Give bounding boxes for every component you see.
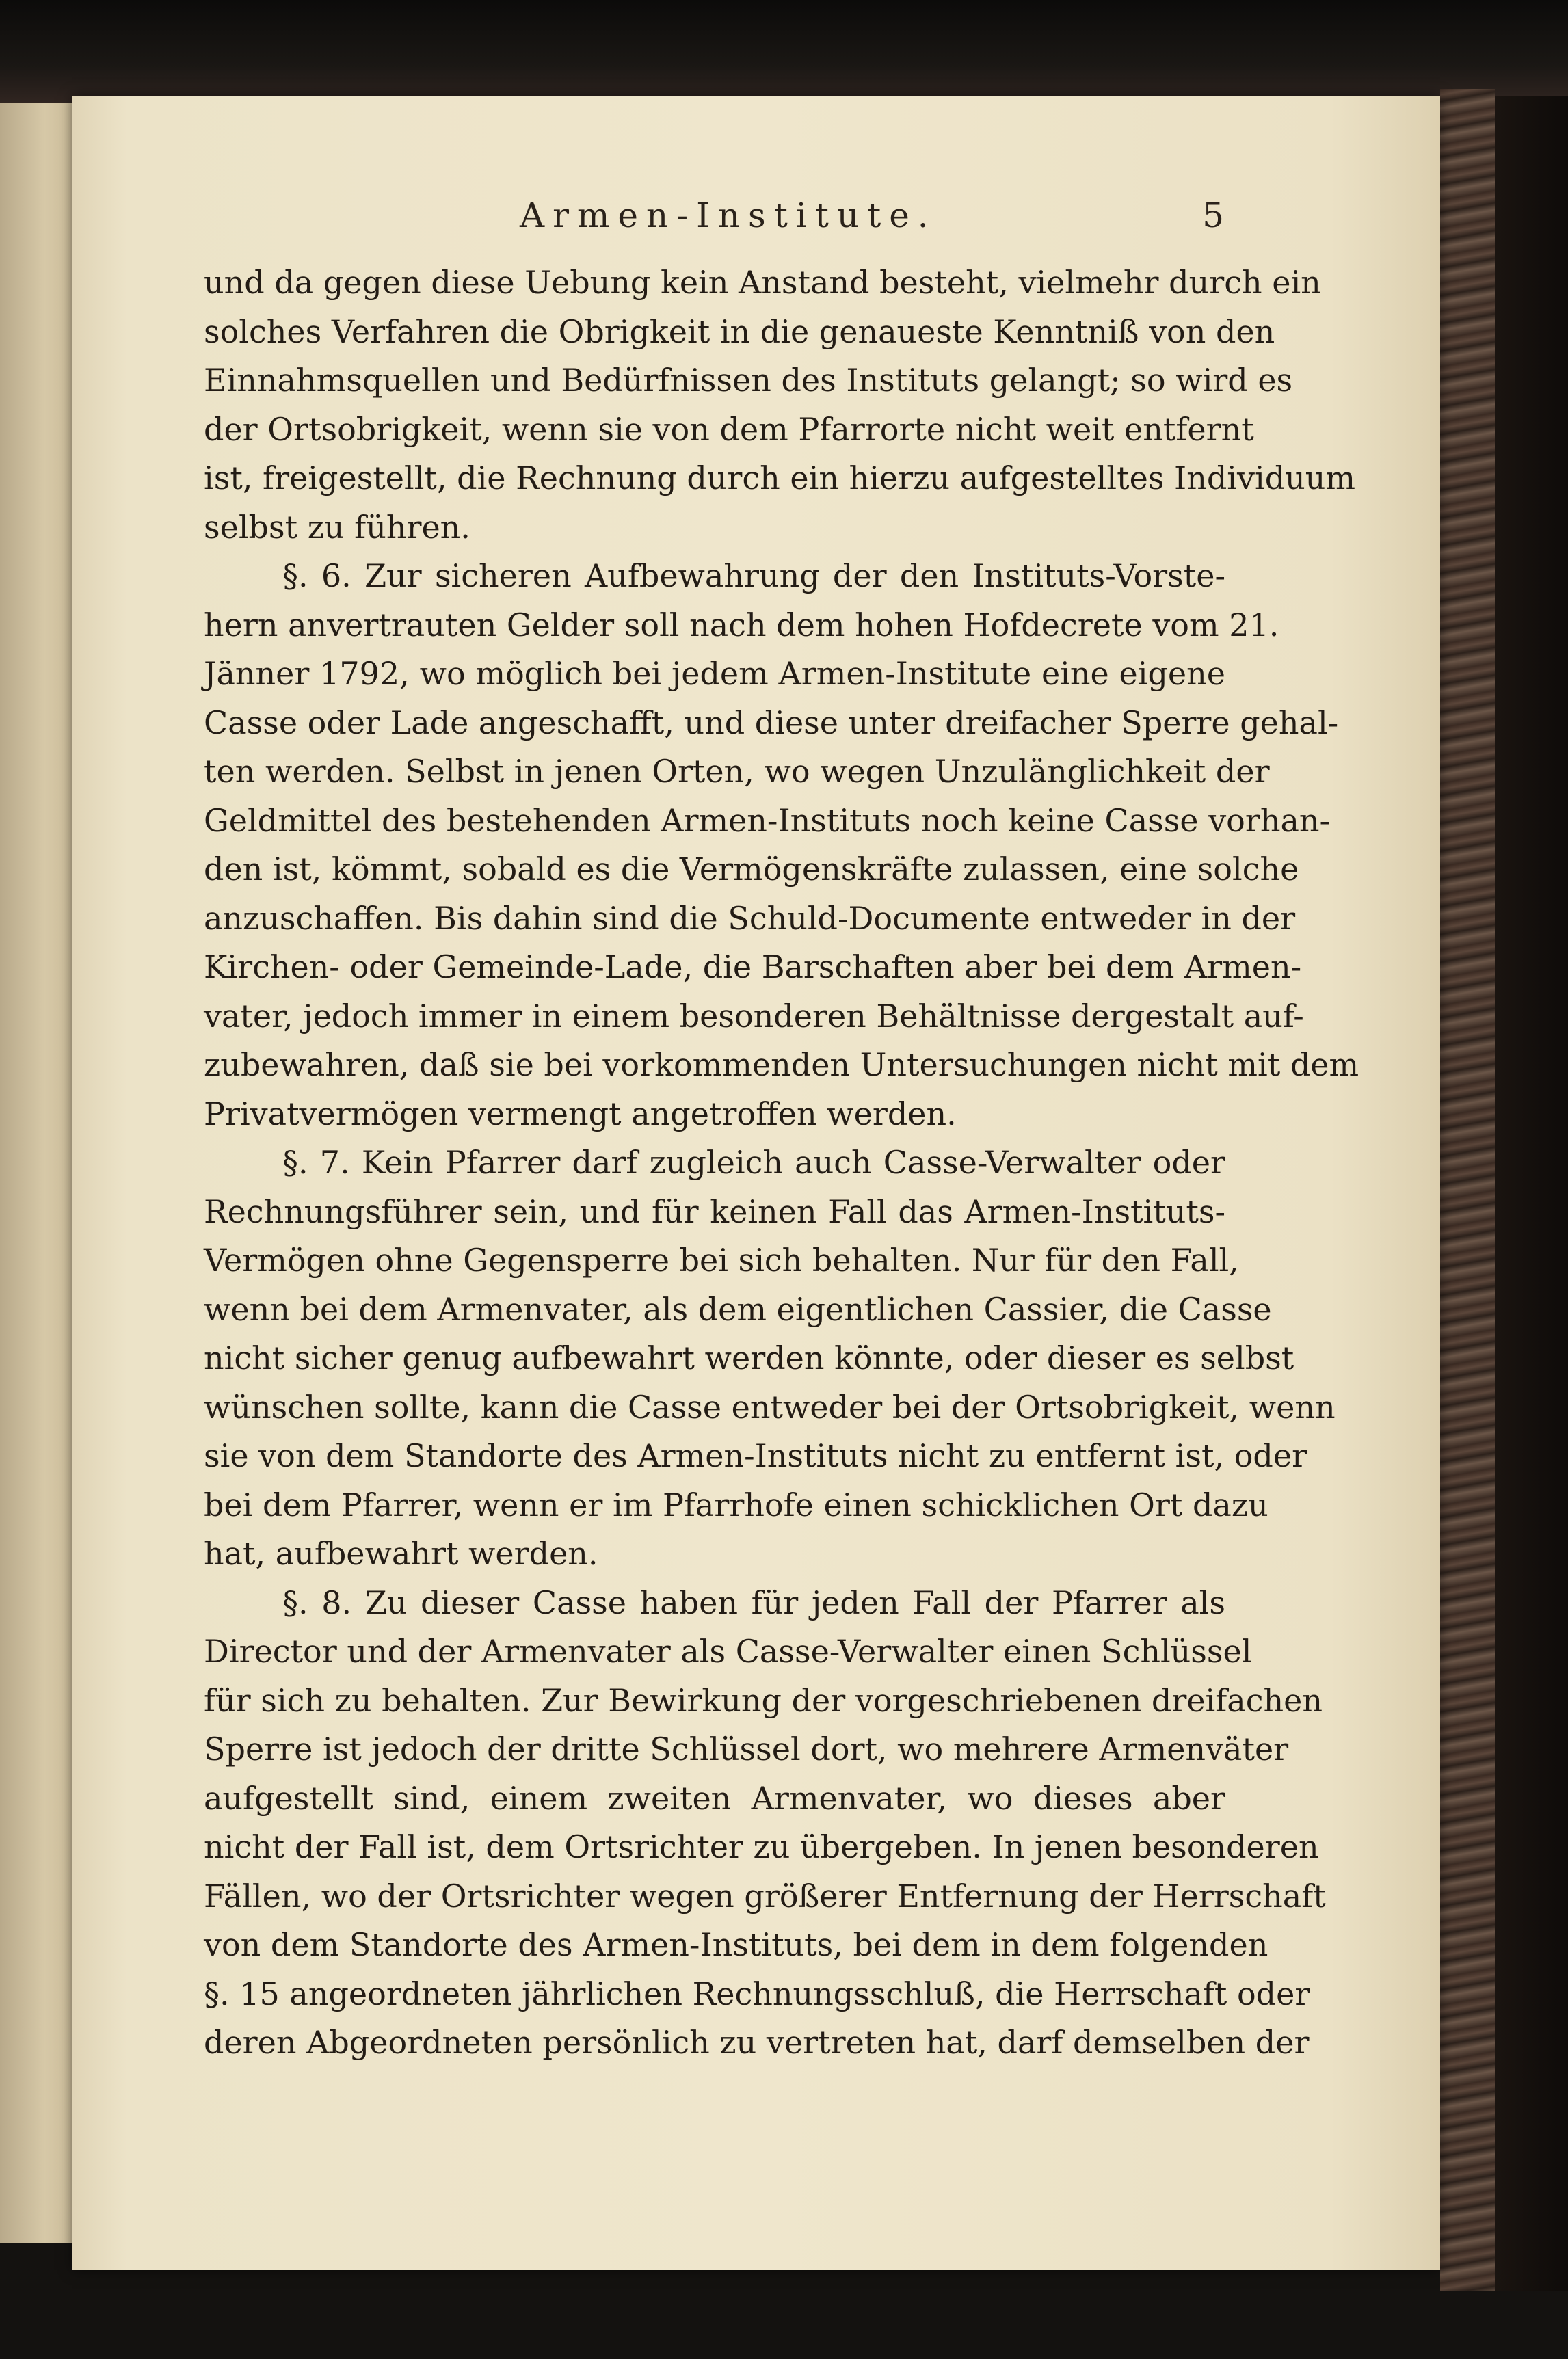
text-line: sie von dem Standorte des Armen-Instituts nicht zu entfernt ist, oder bbox=[204, 1437, 1307, 1474]
text-line: selbst zu führen. bbox=[204, 508, 470, 546]
text-line: Fällen, wo der Ortsrichter wegen größerer Entfernung der Herrschaft bbox=[204, 1877, 1326, 1915]
text-line: Sperre ist jedoch der dritte Schlüssel dort, wo mehrere Armenväter bbox=[204, 1731, 1289, 1768]
text-line: Geldmittel des bestehenden Armen-Instituts noch keine Casse vorhan- bbox=[204, 801, 1331, 839]
text-line: anzuschaffen. Bis dahin sind die Schuld-Documente entweder in der bbox=[204, 899, 1296, 937]
paragraph-start-section-6: §. 6. Zur sicheren Aufbewahrung der den Instituts-Vorste- bbox=[282, 557, 1225, 594]
text-line: hern anvertrauten Gelder soll nach dem hohen Hofdecrete vom 21. bbox=[204, 606, 1279, 643]
text-line: Privatvermögen vermengt angetroffen werden. bbox=[204, 1095, 957, 1132]
text-line: für sich zu behalten. Zur Bewirkung der vorgeschriebenen dreifachen bbox=[204, 1681, 1323, 1719]
previous-page-edge bbox=[0, 103, 83, 2243]
page-header bbox=[205, 196, 1224, 243]
page-number: 5 bbox=[1202, 196, 1224, 235]
text-line: Einnahmsquellen und Bedürfnissen des Instituts gelangt; so wird es bbox=[204, 362, 1293, 399]
text-line: vater, jedoch immer in einem besonderen Behältnisse dergestalt auf- bbox=[204, 997, 1304, 1035]
book-cover-edge bbox=[1440, 89, 1495, 2291]
text-line: zubewahren, daß sie bei vorkommenden Untersuchungen nicht mit dem bbox=[204, 1046, 1359, 1083]
background-dark bbox=[1495, 96, 1568, 2291]
text-line: und da gegen diese Uebung kein Anstand besteht, vielmehr durch ein bbox=[204, 264, 1321, 301]
paragraph-start-section-8: §. 8. Zu dieser Casse haben für jeden Fall der Pfarrer als bbox=[282, 1584, 1225, 1621]
text-line: Rechnungsführer sein, und für keinen Fall das Armen-Instituts- bbox=[204, 1192, 1225, 1230]
text-line: Vermögen ohne Gegensperre bei sich behalten. Nur für den Fall, bbox=[204, 1242, 1239, 1279]
text-line: deren Abgeordneten persönlich zu vertreten hat, darf demselben der bbox=[204, 2024, 1310, 2061]
text-line: wünschen sollte, kann die Casse entweder bei der Ortsobrigkeit, wenn bbox=[204, 1388, 1336, 1426]
text-line: hat, aufbewahrt werden. bbox=[204, 1535, 598, 1572]
text-line: nicht sicher genug aufbewahrt werden könnte, oder dieser es selbst bbox=[204, 1340, 1294, 1376]
text-line: Casse oder Lade angeschafft, und diese unter dreifacher Sperre gehal- bbox=[204, 704, 1339, 741]
text-line: ist, freigestellt, die Rechnung durch ein hierzu aufgestelltes Individuum bbox=[204, 459, 1356, 496]
text-line: Kirchen- oder Gemeinde-Lade, die Barschaften aber bei dem Armen- bbox=[204, 948, 1302, 985]
text-line: ten werden. Selbst in jenen Orten, wo wegen Unzulänglichkeit der bbox=[204, 753, 1270, 790]
text-line: Director und der Armenvater als Casse-Verwalter einen Schlüssel bbox=[204, 1633, 1252, 1670]
text-line: solches Verfahren die Obrigkeit in die genaueste Kenntniß von den bbox=[204, 312, 1275, 350]
text-line: aufgestellt sind, einem zweiten Armenvater, wo dieses aber bbox=[204, 1779, 1225, 1817]
text-line: bei dem Pfarrer, wenn er im Pfarrhofe einen schicklichen Ort dazu bbox=[204, 1486, 1268, 1523]
body-text bbox=[204, 258, 1359, 2068]
text-line: der Ortsobrigkeit, wenn sie von dem Pfarrorte nicht weit entfernt bbox=[204, 410, 1254, 448]
text-line: §. 15 angeordneten jährlichen Rechnungsschluß, die Herrschaft oder bbox=[204, 1975, 1310, 2012]
text-line: wenn bei dem Armenvater, als dem eigentlichen Cassier, die Casse bbox=[204, 1290, 1272, 1328]
text-line: nicht der Fall ist, dem Ortsrichter zu übergeben. In jenen besonderen bbox=[204, 1828, 1319, 1865]
running-title: Armen-Institute. bbox=[520, 196, 937, 235]
text-line: von dem Standorte des Armen-Instituts, bei dem in dem folgenden bbox=[204, 1926, 1268, 1963]
text-line: Jänner 1792, wo möglich bei jedem Armen-Institute eine eigene bbox=[204, 655, 1225, 692]
text-line: den ist, kömmt, sobald es die Vermögenskräfte zulassen, eine solche bbox=[204, 851, 1299, 888]
paragraph-start-section-7: §. 7. Kein Pfarrer darf zugleich auch Casse-Verwalter oder bbox=[282, 1144, 1225, 1181]
